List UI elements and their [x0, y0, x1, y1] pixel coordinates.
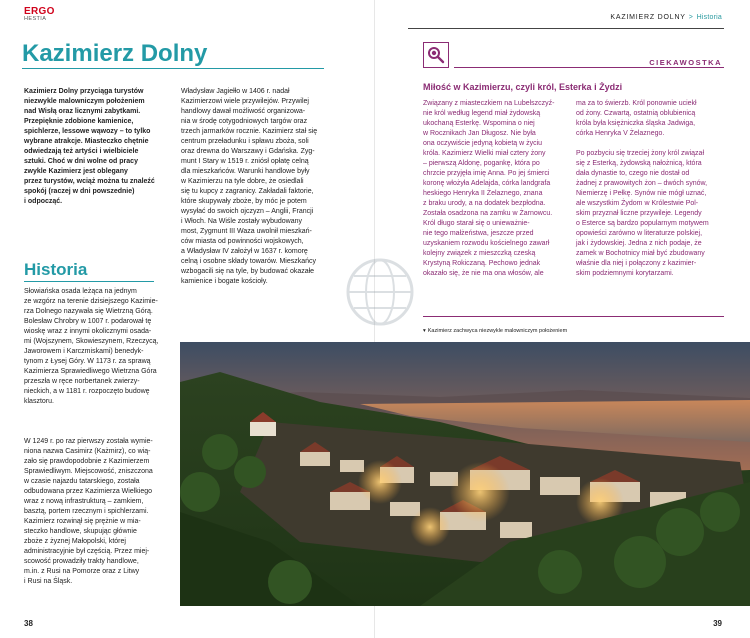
box-label: CIEKAWOSTKA: [649, 58, 722, 67]
watermark-globe-icon: [340, 252, 420, 337]
magnifier-icon: [423, 42, 449, 68]
publisher-logo: [24, 7, 55, 23]
box-top-rule: [454, 67, 724, 68]
history-paragraph-1: Słowiańska osada leżąca na jednym ze wzgórz na terenie dzisiejszego Kazimie- rza Dolnego nazywała się Wietrzną Górą. Bolesław Chrobry w 1007 r. podarował tę wioskę wraz z innymi okolicznymi osada- mi (Wojszynem, Skowieszynem, Rzeczycą, Jaworowem i Karczmiskami) benedyk- tynom z Łysej Góry. W 1173 r. za sprawą Kazimierza Sprawiedliwego Wietrzna Góra przeszła w ręce norbertanek zwierzy- nieckich, a w 1181 r. rozpoczęto budowę klasztoru.: [24, 288, 159, 405]
header-section: KAZIMIERZ DOLNY: [610, 14, 686, 21]
running-header: [610, 14, 722, 21]
page-number-right: 39: [713, 619, 722, 628]
intro-text: Kazimierz Dolny przyciąga turystów niezwykle malowniczym położeniem nad Wisłą oraz licznymi zabytkami. Przepięknie zdobione kamienice, spichlerze, lessowe wąwozy – to tylko wybrane atrakcje. Miasteczko chętnie odwiedzają też artyści i wielbiciele sztuki. Choć w dni wolne od pracy zwykle Kazimierz jest oblegany przez turystów, wciąż można tu znaleźć spokój (raczej w dni powszednie) i odpocząć.: [24, 88, 155, 205]
box-column-2: ma za to świerzb. Król ponownie uciekł od żony. Czwartą, ostatnią oblubienicą króla była księżniczka śląska Jadwiga, córka Henryka V Żelaznego. Po pozbyciu się trzeciej żony król związał się z Esterką, żydowską nałożnicą, która dała dynastie to, czego nie dostał od żadnej z prawowitych żon – dwóch synów, Niemierzę i Pełkę. Synów nie mógł uznać, ale wszystkim Żydom w Królestwie Pol- skim przyznał liczne przywileje. Legendy o Esterce są bardzo popularnym motywem opowieści zarówno w literaturze polskiej, jak i żydowskiej. Jedna z nich podaje, że zamek w Bochotnicy miał być zbudowany właśnie dla niej i połączony z kazimier- skim podziemnymi korytarzami.: [576, 100, 709, 277]
page-title: Kazimierz Dolny: [22, 40, 208, 67]
history-heading-rule: [24, 281, 154, 282]
logo-brand: ERGO: [24, 6, 55, 17]
caption-arrow-icon: ▾: [423, 328, 426, 334]
history-heading: Historia: [24, 260, 88, 279]
box-title: Miłość w Kazimierzu, czyli król, Esterka i Żydzi: [423, 82, 623, 92]
box-column-1: Związany z miasteczkiem na Lubelszczyź- nie król według legend miał żydowską ukochaną Esterkę. Wspomina o niej w Rocznikach Jan Długosz. Nie była ona oczywiście jedyną kobietą w życiu króla. Kazimierz Wielki miał cztery żony – pierwszą Aldonę, pogankę, która po chrzcie przyjęła imię Anna. Po jej śmierci koronę włożyła Adelajda, córka landgrafa heskiego Henryka II Żelaznego, znana z braku urody, a na dodatek bezpłodna. Została osadzona na zamku w Żarnowcu. Król długo starał się o unieważnie- nie tego małżeństwa, jeszcze przed uzyskaniem rozwodu kościelnego zawarł kolejny związek z mieszczką czeską Krystyną Rokiczaną. Pechowo jednak okazało się, że nie ma ona włosów, ale: [423, 100, 555, 277]
history-paragraph-2: W 1249 r. po raz pierwszy została wymie- niona nazwa Casimirz (Każmirz), co wią- zało się prawdopodobnie z Kazimierzem Sprawiedliwym. Miejscowość, zniszczona w czasie najazdu tatarskiego, została odbudowana przez Kazimierza Wielkiego wraz z nową infrastrukturą – zamkiem, basztą, portem rzecznym i spichlerzami. Kazimierz rozwinął się prężnie w mia- steczko handlowe, skupując głównie zboże z żyznej Małopolski, której administracyjnie był częścią. Przez miej- scowość prowadziły trakty handlowe, m.in. z Rusi na Pomorze oraz z Litwy i Rusi na Śląsk.: [24, 438, 153, 585]
caption-text: Kazimierz zachwyca niezwykle malowniczym położeniem: [427, 328, 568, 334]
header-separator: >: [688, 14, 694, 21]
title-rule: [22, 68, 324, 69]
header-rule: [408, 28, 724, 29]
logo-subtitle: HESTIA: [24, 16, 47, 22]
header-current: Historia: [696, 14, 722, 21]
page-number-left: 38: [24, 619, 33, 628]
middle-column-text: Władysław Jagiełło w 1406 r. nadał Kazimierzowi wiele przywilejów. Przywilej handlowy dawał możliwość organizowa- nia w środę cotygodniowych targów oraz trzech jarmarków rocznie. Kazimierz stał się centrum przeładunku i spławu zboża, soli oraz drewna do Warszawy i Gdańska. Zyg- munt I Stary w 1519 r. zniósł opłatę celną dla mieszkańców. Warunki handlowe były w Kazimierzu na tyle dobre, że osiedlali się tu kupcy z zagranicy. Zakładali faktorie, które skupywały zboże, by móc je potem wysyłać do swoich ojczyzn – Anglii, Francji i Włoch. Na Wiśle zostały wybudowany most, Zygmunt III Waza uwolnił mieszkań- ców miasta od powinności wojskowych, a Władysław IV założył w 1637 r. komorę celną i osobne składy towarów. Mieszkańcy wzbogacili się na tyle, by budować okazałe kamienice i bogate kościoły.: [181, 88, 318, 285]
box-bottom-rule: [423, 316, 724, 317]
photo-caption: [423, 328, 567, 334]
town-photo: [180, 342, 750, 606]
